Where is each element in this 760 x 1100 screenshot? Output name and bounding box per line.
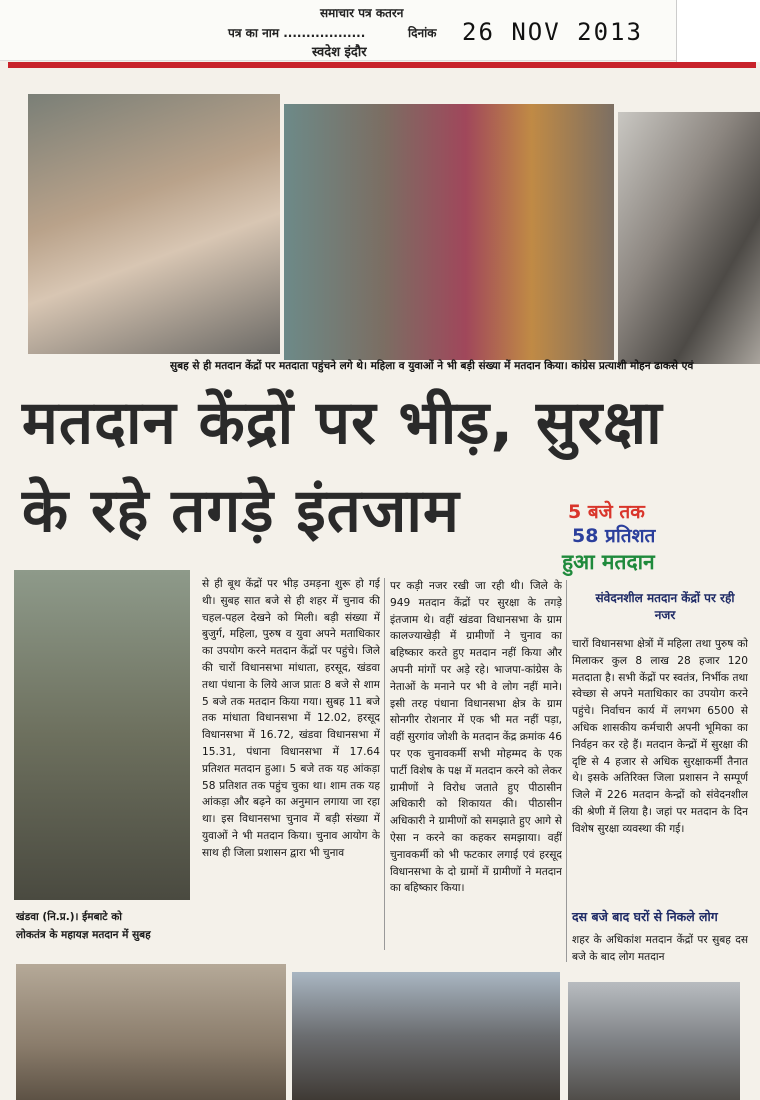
article-column-2: पर कड़ी नजर रखी जा रही थी। जिले के 949 मतदान केंद्रों पर सुरक्षा के तगड़े इंतजाम थे। वहीं खंडवा विधानसभा के ग्राम कालज्याखेड़ी में ग्रामीणों ने चुनाव का बहिष्कार करते हुए मतदान नहीं किया और अपनी मांगों पर अड़े रहे। भाजपा-कांग्रेस के नेताओं के मनाने पर भी वे लोग नहीं माने। इसी तरह पंधाना विधानसभा क्षेत्र के ग्राम सोनगीर रोशनार में एक भी मत नहीं पड़ा, वहीं सुरगांव जोशी के मतदान केंद्र क्रमांक 46 पर एक चुनावकर्मी सभी मोहम्मद के एक पार्टी विशेष के पक्ष में मतदान करने को लेकर ग्रामीणों ने विरोध जताते हुए पीठासीन अधिकारी को शिकायत की। पीठासीन अधिकारी ने ग्रामीणों को समझाते हुए आगे से ऐसा न करने का कहकर समझाया। वहीं चुनावकर्मी को भी फटकार लगाई एवं हरसूद विधानसभा के दो ग्रामों में ग्रामीणों ने मतदान का बहिष्कार किया। — [390, 580, 562, 895]
column-3-subhead-2: दस बजे बाद घरों से निकले लोग — [572, 909, 718, 924]
clipping-title: समाचार पत्र कतरन — [320, 6, 404, 20]
stat-voted: हुआ मतदान — [562, 550, 655, 574]
photo-polling-office — [568, 982, 740, 1100]
photo-polling-booth — [16, 964, 286, 1100]
photo-caption-line-2: लोकतंत्र के महायज्ञ मतदान में सुबह — [16, 929, 151, 941]
column-divider-2 — [566, 580, 567, 962]
top-photo-caption: सुबह से ही मतदान केंद्रों पर मतदाता पहुंचने लगे थे। महिला व युवाओं ने भी बड़ी संख्या में मतदान किया। कांग्रेस प्रत्याशी मोहन ढाकसे एवं — [170, 360, 694, 372]
article-column-3-tail: शहर के अधिकांश मतदान केंद्रों पर सुबह दस बजे के बाद लोग मतदान — [572, 934, 748, 963]
column-divider-1 — [384, 578, 385, 950]
article-column-3: चारों विधानसभा क्षेत्रों में महिला तथा पुरुष को मिलाकर कुल 8 लाख 28 हजार 120 मतदाता है। सभी केंद्रों पर स्वतंत्र, निर्भीक तथा स्वेच्छा से अपने मताधिकार का उपयोग करने पहुंचे। निर्वाचन कार्य में लगभग 6500 से अधिक शासकीय कर्मचारी अपनी भूमिका का निर्वहन कर रहे हैं। मतदान केन्द्रों में सुरक्षा की दृष्टि से 4 हजार से अधिक सुरक्षाकर्मी तैनात थे। इसके अतिरिक्त जिला प्रशासन ने सम्पूर्ण जिले में 226 मतदान केन्द्रों को संवेदनशील की श्रेणी में लिया है। जहां पर मतदान के दिन विशेष सुरक्षा व्यवस्था की गई। — [572, 638, 748, 835]
top-red-rule — [8, 62, 756, 68]
headline-line-2: के रहे तगड़े इंतजाम — [22, 476, 460, 546]
paper-name-label: पत्र का नाम .................. — [228, 26, 366, 40]
column-3-subhead: संवेदनशील मतदान केंद्रों पर रही नजर — [595, 591, 735, 622]
photo-candidate — [618, 112, 760, 364]
stat-percent: 58 प्रतिशत — [572, 525, 656, 547]
clipping-date: 26 NOV 2013 — [462, 18, 643, 46]
stat-time: 5 बजे तक — [568, 501, 645, 523]
photo-security-guard — [14, 570, 190, 900]
photo-voter-queue — [284, 104, 614, 360]
headline-line-1: मतदान केंद्रों पर भीड़, सुरक्षा — [22, 388, 663, 458]
photo-caption-line-1: खंडवा (नि.प्र.)। ईमबाटे को — [16, 911, 123, 923]
article-column-1: से ही बूथ केंद्रों पर भीड़ उमड़ना शुरू हो गई थी। सुबह सात बजे से ही शहर में चुनाव की चहल-पहल देखने को मिली। बड़ी संख्या में बुजुर्ग, महिला, पुरुष व युवा अपने मताधिकार का उपयोग करने मतदान केंद्रों पर पहुंचे। जिले की चारों विधानसभा मांधाता, हरसूद, खंडवा तथा पंधाना के लिये आज प्रातः 8 बजे से शाम 5 बजे तक मतदान किया गया। सुबह 11 बजे तक मांधाता विधानसभा में 12.02, हरसूद विधानसभा में 16.72, खंडवा विधानसभा में 15.31, पंधाना विधानसभा में 17.64 प्रतिशत मतदान हुआ। 5 बजे तक यह आंकड़ा 58 प्रतिशत तक पहुंच चुका था। शाम तक यह आंकड़ा और बढ़ने का अनुमान लगाया जा रहा था। इस विधानसभा चुनाव में बड़ी संख्या में युवाओं ने भी मतदान किया। चुनाव आयोग के साथ ही जिला प्रशासन द्वारा भी चुनाव — [202, 578, 380, 859]
photo-young-voters — [28, 94, 280, 354]
date-label: दिनांक — [408, 26, 437, 40]
newspaper-name: स्वदेश इंदौर — [312, 45, 367, 60]
security-photo-caption — [16, 908, 200, 944]
clipping-corner-tab — [676, 0, 760, 62]
photo-voter-crowd — [292, 972, 560, 1100]
